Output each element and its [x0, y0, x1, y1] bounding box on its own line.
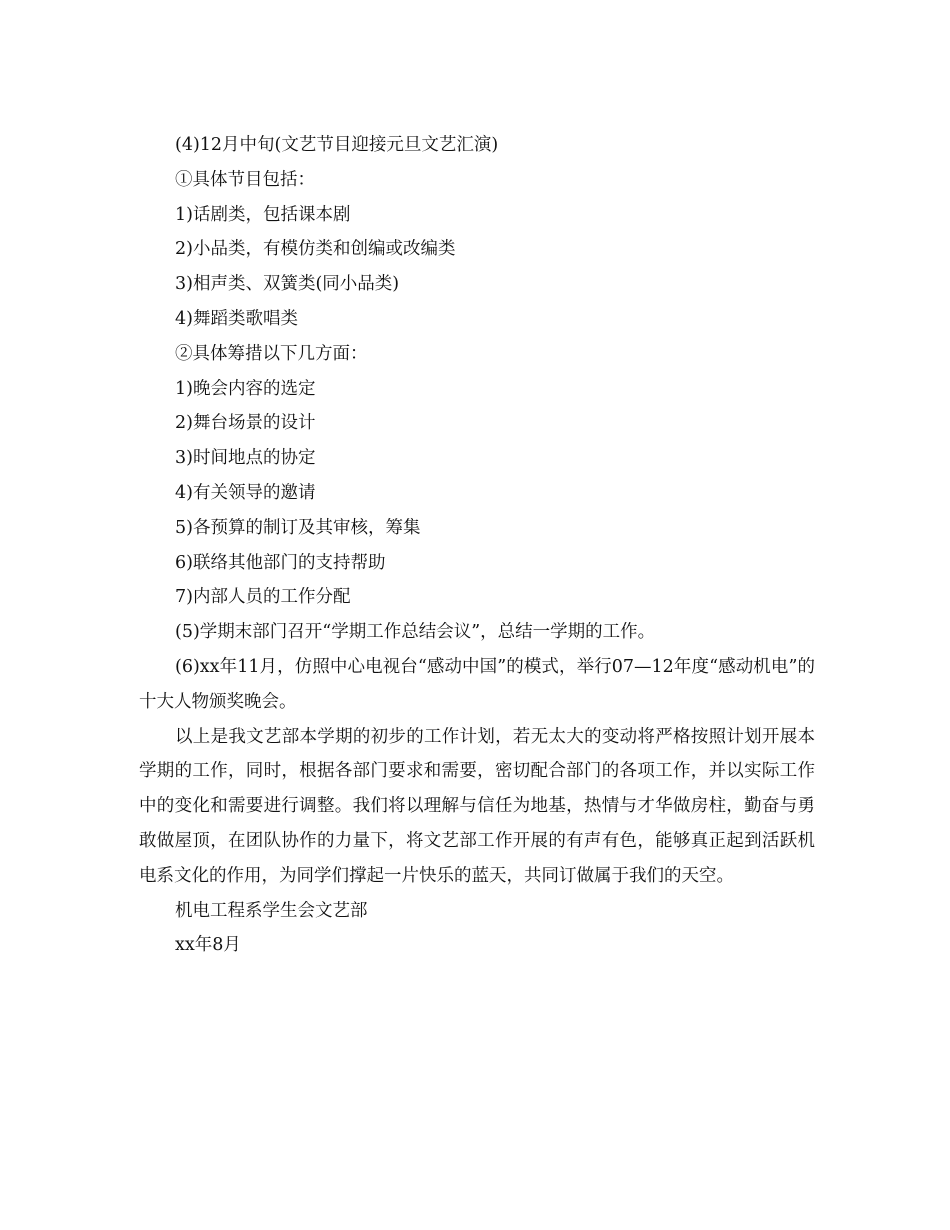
item-award-gala: (6)xx年11月，仿照中心电视台“感动中国”的模式，举行07—12年度“感动机电”的十大人物颁奖晚会。: [139, 656, 815, 712]
item-december-performance: (4)12月中旬(文艺节目迎接元旦文艺汇演): [175, 135, 499, 155]
item-preparation-heading: ②具体筹措以下几方面：: [175, 343, 368, 364]
item-program-heading: ①具体节目包括：: [175, 169, 315, 190]
item-program-crosstalk: 3)相声类、双簧类(同小品类): [175, 274, 400, 295]
item-program-skit: 2)小品类，有模仿类和创编或改编类: [175, 239, 456, 260]
item-prep-budget: 5)各预算的制订及其审核，筹集: [175, 517, 421, 538]
date: xx年8月: [175, 935, 241, 956]
document-body: [139, 128, 815, 963]
item-semester-summary: (5)学期末部门召开“学期工作总结会议”，总结一学期的工作。: [175, 622, 656, 643]
item-prep-stage: 2)舞台场景的设计: [175, 413, 316, 434]
item-prep-invitation: 4)有关领导的邀请: [175, 482, 316, 503]
item-program-drama: 1)话剧类，包括课本剧: [175, 204, 351, 225]
item-prep-liaison: 6)联络其他部门的支持帮助: [175, 552, 386, 573]
signature: 机电工程系学生会文艺部: [175, 900, 368, 921]
item-prep-content: 1)晚会内容的选定: [175, 378, 316, 399]
item-prep-time-place: 3)时间地点的协定: [175, 448, 316, 469]
item-program-dance-song: 4)舞蹈类歌唱类: [175, 308, 298, 329]
item-prep-staffing: 7)内部人员的工作分配: [175, 587, 351, 608]
closing-paragraph: 以上是我文艺部本学期的初步的工作计划，若无太大的变动将严格按照计划开展本学期的工作，同时，根据各部门要求和需要，密切配合部门的各项工作，并以实际工作中的变化和需要进行调整。我们将以理解与信任为地基，热情与才华做房柱，勤奋与勇敢做屋顶，在团队协作的力量下，将文艺部工作开展的有声有色，能够真正起到活跃机电系文化的作用，为同学们撑起一片快乐的蓝天，共同订做属于我们的天空。: [139, 726, 815, 886]
